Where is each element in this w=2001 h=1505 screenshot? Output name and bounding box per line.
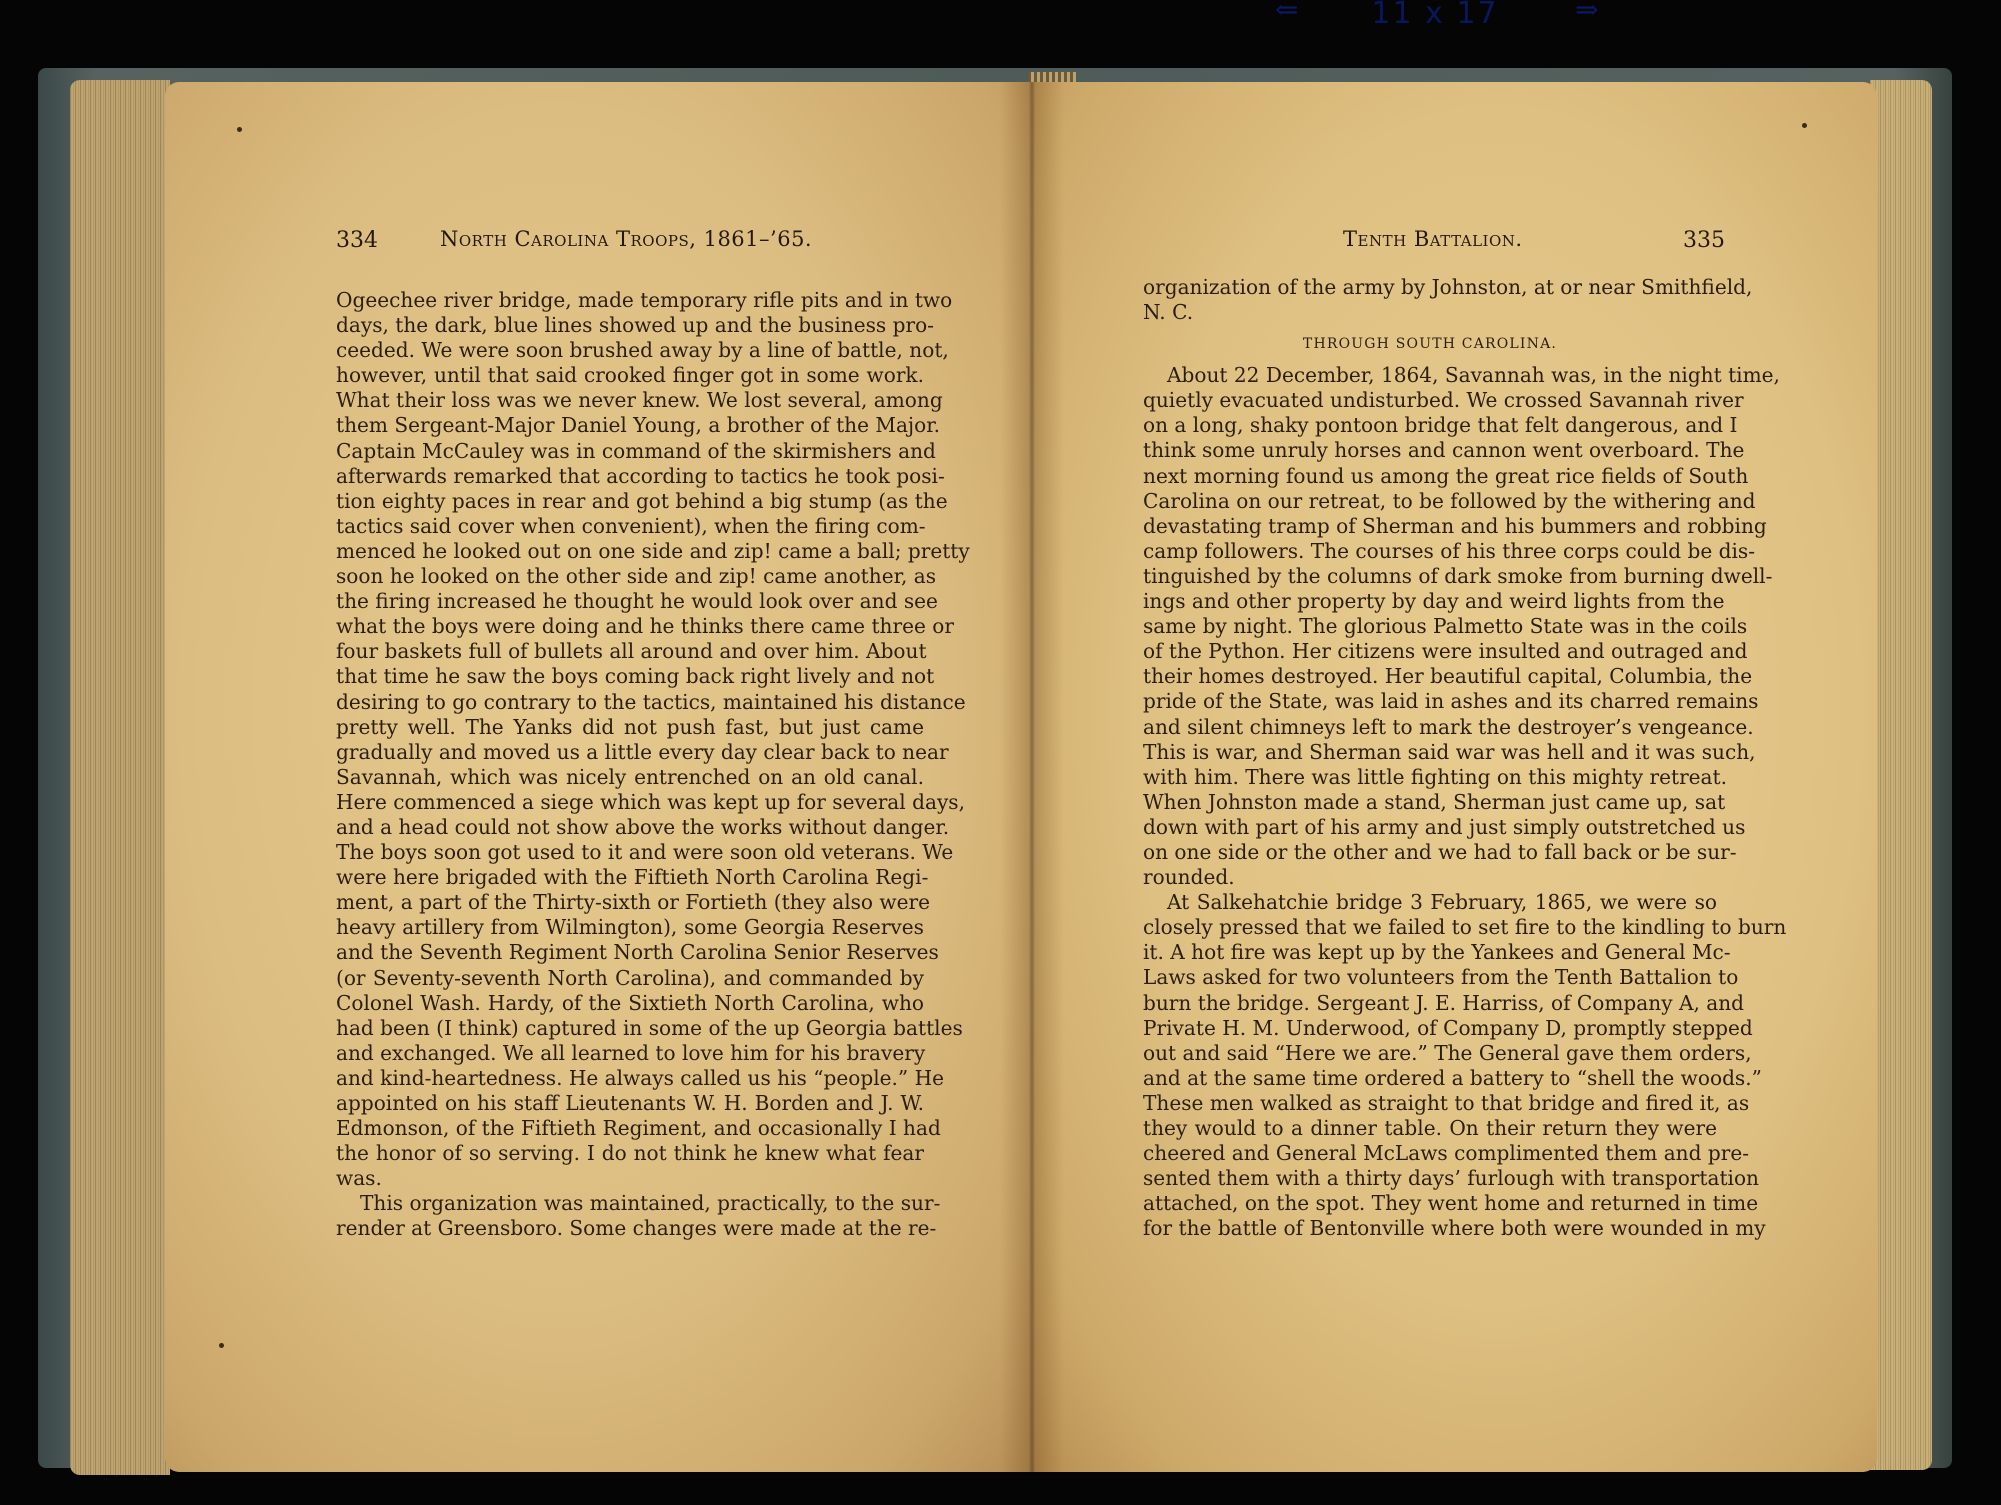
text-line: Laws asked for two volunteers from the Tenth Battalion to [1143,965,1739,990]
page-edges-left [70,80,170,1475]
left-running-head: North Carolina Troops, 1861–’65. [440,227,813,251]
right-page-number: 335 [1683,228,1725,253]
text-line: Captain McCauley was in command of the skirmishers and [336,438,936,463]
left-page-number: 334 [336,228,378,253]
text-line: tion eighty paces in rear and got behind a big stump (as the [336,488,948,513]
page-speck [1802,123,1807,128]
ruler-right-arrow-icon: ⇒ [1575,0,1599,26]
text-line: had been (I think) captured in some of the up Georgia battles [336,1015,963,1040]
right-page-body [1143,275,1787,1241]
text-line: Here commenced a siege which was kept up for several days, [336,789,965,814]
text-line: were here brigaded with the Fiftieth North Carolina Regi- [336,865,929,890]
ruler-left-arrow-icon: ⇐ [1275,0,1299,26]
text-line: next morning found us among the great rice fields of South [1143,463,1749,488]
text-line: Edmonson, of the Fiftieth Regiment, and occasionally I had [336,1116,941,1141]
text-line: N. C. [1143,300,1194,325]
section-subheading: THROUGH SOUTH CAROLINA. [1302,336,1558,353]
text-line: for the battle of Bentonville where both were wounded in my [1143,1216,1766,1241]
text-line: What their loss was we never knew. We lost several, among [336,388,943,413]
text-line: and silent chimneys left to mark the destroyer’s vengeance. [1143,714,1754,739]
text-line: down with part of his army and just simply outstretched us [1143,814,1746,839]
text-line: on one side or the other and we had to fall back or be sur- [1143,839,1737,864]
text-line: These men walked as straight to that bridge and fired it, as [1143,1090,1750,1115]
page-speck [219,1343,224,1348]
text-line: soon he looked on the other side and zip! came another, as [336,564,937,589]
text-line: appointed on his staff Lieutenants W. H. Borden and J. W. [336,1091,924,1115]
text-line: the firing increased he thought he would look over and see [336,589,938,614]
text-line: Ogeechee river bridge, made temporary rifle pits and in two [336,288,953,312]
text-line: cheered and General McLaws complimented them and pre- [1143,1141,1750,1166]
right-running-head: Tenth Battalion. [1343,227,1523,251]
text-line: gradually and moved us a little every day clear back to near [336,739,949,764]
text-line: This is war, and Sherman said war was hell and it was such, [1143,739,1756,764]
text-line: closely pressed that we failed to set fire to the kindling to burn [1143,915,1787,940]
text-line: and exchanged. We all learned to love him for his bravery [336,1040,926,1065]
text-line: camp followers. The courses of his three corps could be dis- [1143,538,1756,563]
text-line: of the Python. Her citizens were insulted and outraged and [1143,639,1748,664]
text-line: pride of the State, was laid in ashes and its charred remains [1143,689,1759,714]
text-line: quietly evacuated undisturbed. We crossed Savannah river [1143,388,1744,413]
text-line: what the boys were doing and he thinks there came three or [336,614,954,639]
text-line: and kind-heartedness. He always called us his “people.” He [336,1065,944,1090]
text-line: rounded. [1143,865,1235,890]
text-line: their homes destroyed. Her beautiful capital, Columbia, the [1143,664,1753,689]
text-line: pretty well. The Yanks did not push fast, but just came [336,714,924,739]
text-line: think some unruly horses and cannon went overboard. The [1143,438,1745,463]
text-line: it. A hot fire was kept up by the Yankees and General Mc- [1143,940,1731,965]
page-edges-right [1870,80,1932,1470]
text-line: was. [336,1166,382,1191]
left-page-body [336,288,970,1242]
text-line: Savannah, which was nicely entrenched on an old canal. [336,764,924,789]
text-line: them Sergeant-Major Daniel Young, a brother of the Major. [336,413,941,438]
text-line: This organization was maintained, practically, to the sur- [360,1191,941,1216]
text-line: ings and other property by day and weird lights from the [1143,589,1725,614]
text-line: devastating tramp of Sherman and his bummers and robbing [1143,513,1767,538]
text-line: burn the bridge. Sergeant J. E. Harriss, of Company A, and [1143,990,1745,1015]
text-line: and a head could not show above the works without danger. [336,814,950,839]
text-line: (or Seventy-seventh North Carolina), and commanded by [336,965,924,990]
text-line: out and said “Here we are.” The General gave them orders, [1143,1040,1752,1065]
page-speck [237,127,242,132]
text-line: four baskets full of bullets all around and over him. About [336,639,927,664]
text-line: The boys soon got used to it and were soon old veterans. We [336,840,954,865]
text-line: At Salkehatchie bridge 3 February, 1865, we were so [1167,890,1717,915]
text-line: heavy artillery from Wilmington), some Georgia Reserves [336,915,924,940]
text-line: Private H. M. Underwood, of Company D, promptly stepped [1143,1015,1753,1040]
text-line: desiring to go contrary to the tactics, maintained his distance [336,689,966,714]
text-line: About 22 December, 1864, Savannah was, in the night time, [1167,363,1780,388]
text-line: they would to a dinner table. On their return they were [1143,1116,1717,1140]
text-line: on a long, shaky pontoon bridge that felt dangerous, and I [1143,413,1738,438]
text-line: same by night. The glorious Palmetto State was in the coils [1143,614,1748,639]
text-line: the honor of so serving. I do not think he knew what fear [336,1141,924,1166]
text-line: days, the dark, blue lines showed up and the business pro- [336,313,934,338]
ruler-label: 11 x 17 [1371,0,1499,31]
text-line: that time he saw the boys coming back right lively and not [336,664,935,689]
text-line: with him. There was little fighting on this mighty retreat. [1143,764,1728,789]
text-line: tactics said cover when convenient), when the firing com- [336,513,926,538]
text-line: however, until that said crooked finger got in some work. [336,363,924,388]
text-line: and the Seventh Regiment North Carolina Senior Reserves [336,940,939,965]
text-line: and at the same time ordered a battery to “shell the woods.” [1143,1065,1762,1090]
text-line: ceeded. We were soon brushed away by a line of battle, not, [336,338,949,363]
text-line: Colonel Wash. Hardy, of the Sixtieth North Carolina, who [336,990,924,1015]
text-line: sented them with a thirty days’ furlough with transportation [1143,1166,1759,1191]
text-line: tinguished by the columns of dark smoke from burning dwell- [1143,563,1773,588]
text-line: menced he looked out on one side and zip! came a ball; pretty [336,538,970,563]
text-line: When Johnston made a stand, Sherman just came up, sat [1143,789,1726,814]
text-line: Carolina on our retreat, to be followed by the withering and [1143,488,1756,513]
text-line: afterwards remarked that according to tactics he took posi- [336,463,945,488]
text-line: ment, a part of the Thirty-sixth or Fortieth (they also were [336,890,931,915]
text-line: attached, on the spot. They went home and returned in time [1143,1191,1759,1216]
text-line: organization of the army by Johnston, at or near Smithfield, [1143,275,1753,299]
text-line: render at Greensboro. Some changes were made at the re- [336,1216,937,1241]
